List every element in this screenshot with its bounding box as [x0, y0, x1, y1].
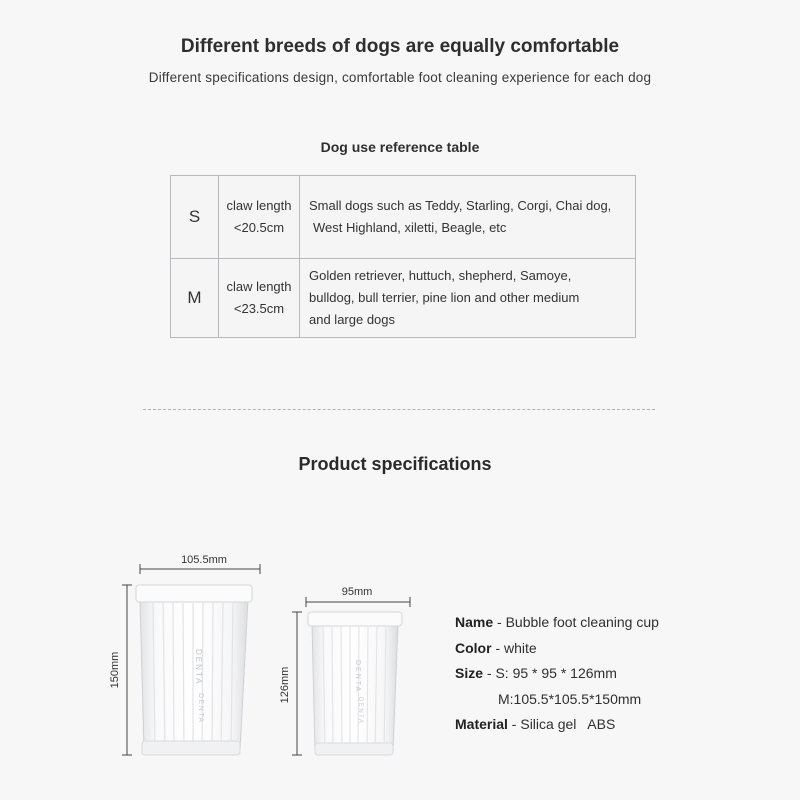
spec-color [455, 636, 659, 662]
spec-name [455, 610, 659, 636]
section-subheadline: Different specifications design, comfortable foot cleaning experience for each dog [148, 70, 652, 85]
table-row-s [171, 176, 636, 259]
large-height-dimension [122, 585, 132, 755]
table-row-m [171, 259, 636, 338]
spec-size [455, 661, 659, 687]
small-height-label: 126mm [279, 666, 291, 704]
brand-mark: DENTA [197, 693, 204, 724]
brand-mark: DENTA [354, 660, 361, 694]
small-width-dimension [306, 597, 410, 607]
claw-length-cell-s [219, 176, 300, 259]
dog-reference-table [170, 175, 636, 338]
spec-value: M:105.5*105.5*150mm [498, 690, 642, 707]
spec-title: Product specifications [298, 454, 492, 474]
claw-length-value: <20.5cm [233, 220, 285, 235]
large-cup-icon [136, 585, 252, 755]
brand-mark: DENTA [194, 649, 203, 686]
claw-length-label: claw length [226, 198, 292, 213]
spec-key: Material [455, 716, 508, 732]
spec-material [455, 712, 659, 738]
claw-length-label: claw length [226, 279, 292, 294]
breeds-line: Golden retriever, huttuch, shepherd, Samoye, [309, 268, 572, 283]
spec-key: Color [455, 639, 492, 656]
size-cell-m: M [171, 259, 219, 338]
large-width-label: 105.5mm [181, 554, 227, 566]
breeds-line: Small dogs such as Teddy, Starling, Corgi, Chai dog, [309, 198, 612, 213]
breeds-cell-s [300, 176, 636, 259]
section-divider [143, 409, 655, 410]
spec-value: - white [491, 639, 537, 656]
claw-length-cell-m [219, 259, 300, 338]
spec-value: - S: 95 * 95 * 126mm [483, 665, 617, 681]
small-width-label: 95mm [341, 586, 373, 598]
brand-mark: DENTA [357, 697, 363, 725]
breeds-line: and large dogs [309, 312, 396, 327]
spec-size-continued [455, 687, 659, 713]
spec-list [455, 610, 659, 738]
breeds-line: bulldog, bull terrier, pine lion and other medium [309, 290, 580, 305]
reference-table-title: Dog use reference table [320, 139, 480, 155]
spec-key: Name [455, 614, 494, 630]
breeds-cell-m [300, 259, 636, 338]
spec-key: Size [455, 665, 484, 681]
large-height-label: 150mm [109, 651, 121, 689]
claw-length-value: <23.5cm [233, 301, 285, 316]
breeds-line: West Highland, xiletti, Beagle, etc [313, 220, 507, 235]
small-cup-icon [308, 612, 402, 755]
section-headline: Different breeds of dogs are equally comfortable [180, 36, 620, 57]
size-cell-s: S [171, 176, 219, 259]
small-height-dimension [292, 612, 302, 755]
spec-value: - Silica gel ABS [507, 716, 616, 732]
spec-value: - Bubble foot cleaning cup [493, 614, 659, 630]
cup-dimension-illustration [100, 545, 420, 775]
